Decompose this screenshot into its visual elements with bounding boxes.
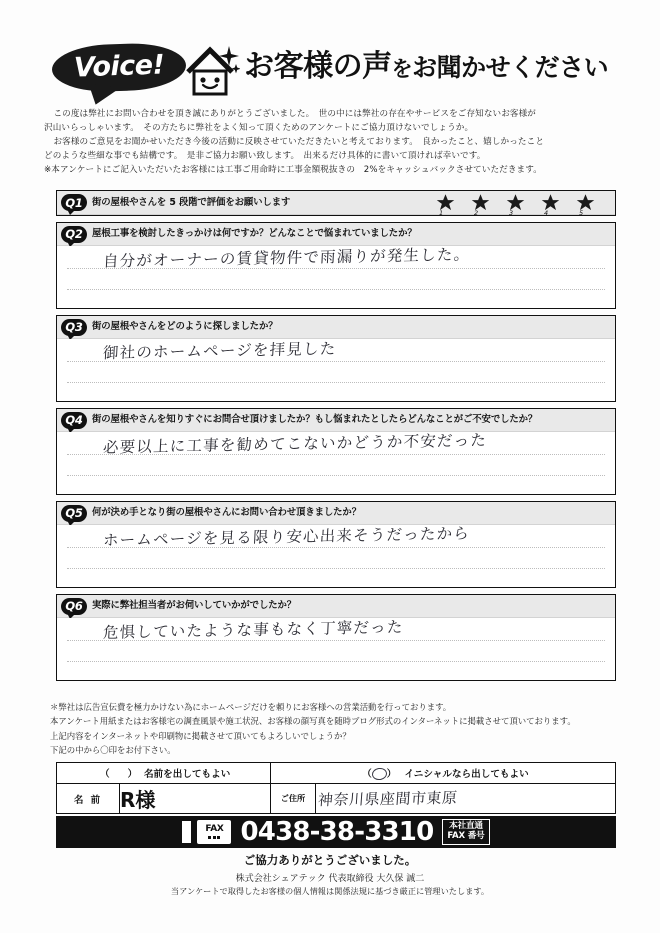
intro-line-3: お客様のご意見をお聞かせいただき今後の活動に反映させていただきたいと考えております。 良かったこと、嬉しかったこと: [53, 136, 545, 147]
question-header: [57, 502, 615, 525]
privacy-text: 当アンケートで取得したお客様の個人情報は関係法規に基づき厳正に管理いたします。: [170, 886, 490, 896]
question-header: [57, 595, 615, 618]
question-block-q1: [56, 190, 616, 216]
notice-line-3: 上記内容をインターネットや印刷物に掲載させて頂いてもよろしいでしょうか？: [50, 730, 351, 741]
fax-tag: [442, 819, 489, 845]
address-cell[interactable]: [315, 784, 615, 814]
rating-star-number: 2: [474, 209, 479, 217]
smiling-house-icon: [184, 42, 240, 96]
name-option-checkbox[interactable]: [97, 766, 141, 780]
page-header: [0, 28, 660, 106]
question-block-q6: [56, 594, 616, 681]
answer-area[interactable]: [57, 618, 615, 680]
fax-bar: [56, 816, 616, 848]
rating-star-1[interactable]: [436, 193, 455, 217]
question-text: 屋根工事を検討したきっかけは何ですか？どんなことで悩まれていましたか？: [92, 228, 417, 240]
headline-tail: お聞かせください: [412, 53, 609, 82]
consent-row: [57, 763, 616, 784]
fax-icon: [197, 820, 231, 844]
rating-star-2[interactable]: [471, 193, 490, 217]
consent-option-name[interactable]: [57, 763, 271, 784]
question-header: [57, 316, 615, 339]
fax-tag-line-1: 本社直通: [449, 821, 483, 832]
handwritten-answer: 自分がオーナーの賃貸物件で雨漏りが発生した。: [102, 245, 471, 271]
name-value[interactable]: R様: [120, 784, 271, 814]
question-badge: Q6: [61, 598, 87, 615]
voice-bubble-logo: [51, 41, 187, 93]
question-badge: Q4: [61, 412, 87, 429]
address-value: 神奈川県座間市東原: [317, 788, 459, 810]
handwritten-answer: ホームページを見る限り安心出来そうだったから: [102, 524, 471, 550]
rating-stars[interactable]: [436, 193, 609, 217]
question-text: 何が決め手となり街の屋根やさんにお問い合わせ頂きましたか？: [92, 507, 361, 519]
company-text: 株式会社シェアテック 代表取締役 大久保 誠二: [235, 874, 425, 884]
answer-guide-line: [67, 475, 605, 476]
question-text: 実際に弊社担当者がお伺いしていかがでしたか？: [92, 600, 297, 612]
rating-star-4[interactable]: [541, 193, 560, 217]
notice-line-1: ＊弊社は広告宣伝費を極力かけない為にホームページだけを頼りにお客様への営業活動を行っております。: [50, 702, 452, 712]
fax-stub-decoration: [182, 821, 191, 843]
answer-guide-line: [67, 568, 605, 569]
rating-star-3[interactable]: [506, 193, 525, 217]
open-paren: （: [100, 769, 110, 780]
handwritten-answer: 御社のホームページを拝見した: [102, 339, 337, 363]
close-paren: ）: [127, 769, 138, 780]
question-text: 街の屋根やさんをどのように探しましたか？: [92, 321, 278, 333]
open-paren: （: [362, 769, 372, 780]
question-badge: Q5: [61, 505, 87, 522]
initial-option-label: イニシャルなら出してもよい: [404, 769, 529, 780]
answer-area[interactable]: [57, 339, 615, 401]
rating-star-number: 5: [579, 209, 584, 217]
consent-option-initial[interactable]: [270, 763, 615, 784]
question-header: [57, 223, 615, 246]
question-text: 街の屋根やさんを知りすぐにお問合せ頂けましたか？もし悩まれたとしたらどんなことがご不安でしたか？: [92, 414, 538, 426]
address-label: ご住所: [270, 784, 315, 814]
fax-number: 0438-38-3310: [240, 817, 434, 847]
rating-star-number: 4: [544, 209, 549, 217]
close-paren: ）: [386, 769, 397, 780]
questions-container: [56, 190, 616, 687]
voice-label: Voice!: [73, 48, 165, 84]
question-badge: Q3: [61, 319, 87, 336]
answer-area[interactable]: [57, 432, 615, 494]
answer-guide-line: [67, 382, 605, 383]
page-title: [244, 49, 609, 84]
publication-notice: [50, 700, 620, 758]
intro-line-4: どのような些細な事でも結構です。 是非ご協力お願い致します。 出来るだけ具体的に書いて頂ければ幸いです。: [44, 150, 486, 161]
rating-star-number: 1: [439, 209, 444, 217]
question-badge: Q2: [61, 226, 87, 243]
rating-star-number: 3: [509, 209, 514, 217]
fax-icon-label: FAX: [205, 824, 224, 834]
headline-particle: を: [391, 57, 413, 81]
question-block-q3: [56, 315, 616, 402]
answer-guide-line: [67, 289, 605, 290]
closing-block: [0, 852, 660, 897]
handwritten-answer: 危惧していたような事もなく丁寧だった: [102, 618, 404, 642]
question-badge: Q1: [61, 194, 87, 211]
question-header: [57, 191, 615, 215]
intro-line-5: ※本アンケートにご記入いただいたお客様には工事ご用命時に工事金額税抜きの 2%をキャッシュバックさせていただきます。: [44, 164, 542, 175]
fax-icon-dots: [208, 836, 220, 839]
intro-line-2: 沢山いらっしゃいます。 その方たちに弊社をよく知って頂くためのアンケートにご協力頂けないでしょうか。: [44, 122, 474, 133]
name-option-label: 名前を出してもよい: [143, 769, 231, 780]
name-label: 名 前: [57, 784, 120, 814]
notice-line-4: 下記の中から〇印をお付下さい。: [50, 745, 176, 756]
handwritten-answer: 必要以上に工事を勧めてこないかどうか不安だった: [102, 431, 488, 457]
intro-text: [44, 108, 624, 178]
rating-star-5[interactable]: [576, 193, 595, 217]
notice-line-2: 本アンケート用紙またはお客様宅の調査風景や施工状況、お客様の顔写真を随時ブログ形式のインターネットに掲載させて頂いております。: [50, 716, 576, 727]
question-block-q5: [56, 501, 616, 588]
intro-line-1: この度は弊社にお問い合わせを頂き誠にありがとうございました。 世の中には弊社の存在やサービスをご存知ないお客様が: [53, 109, 537, 119]
customer-row: [57, 784, 616, 814]
question-text: 街の屋根やさんを 5 段階で評価をお願いします: [92, 196, 291, 208]
customer-info-table: [56, 762, 616, 814]
answer-guide-line: [67, 661, 605, 662]
headline-main: お客様の声: [244, 49, 392, 84]
answer-area[interactable]: [57, 246, 615, 308]
question-header: [57, 409, 615, 432]
question-block-q2: [56, 222, 616, 309]
question-block-q4: [56, 408, 616, 495]
circle-mark-icon: [371, 767, 388, 781]
answer-area[interactable]: [57, 525, 615, 587]
fax-tag-line-2: FAX 番号: [447, 831, 485, 841]
thanks-text: ご協力ありがとうございました。: [243, 853, 417, 867]
initial-option-checkbox[interactable]: [357, 766, 401, 780]
